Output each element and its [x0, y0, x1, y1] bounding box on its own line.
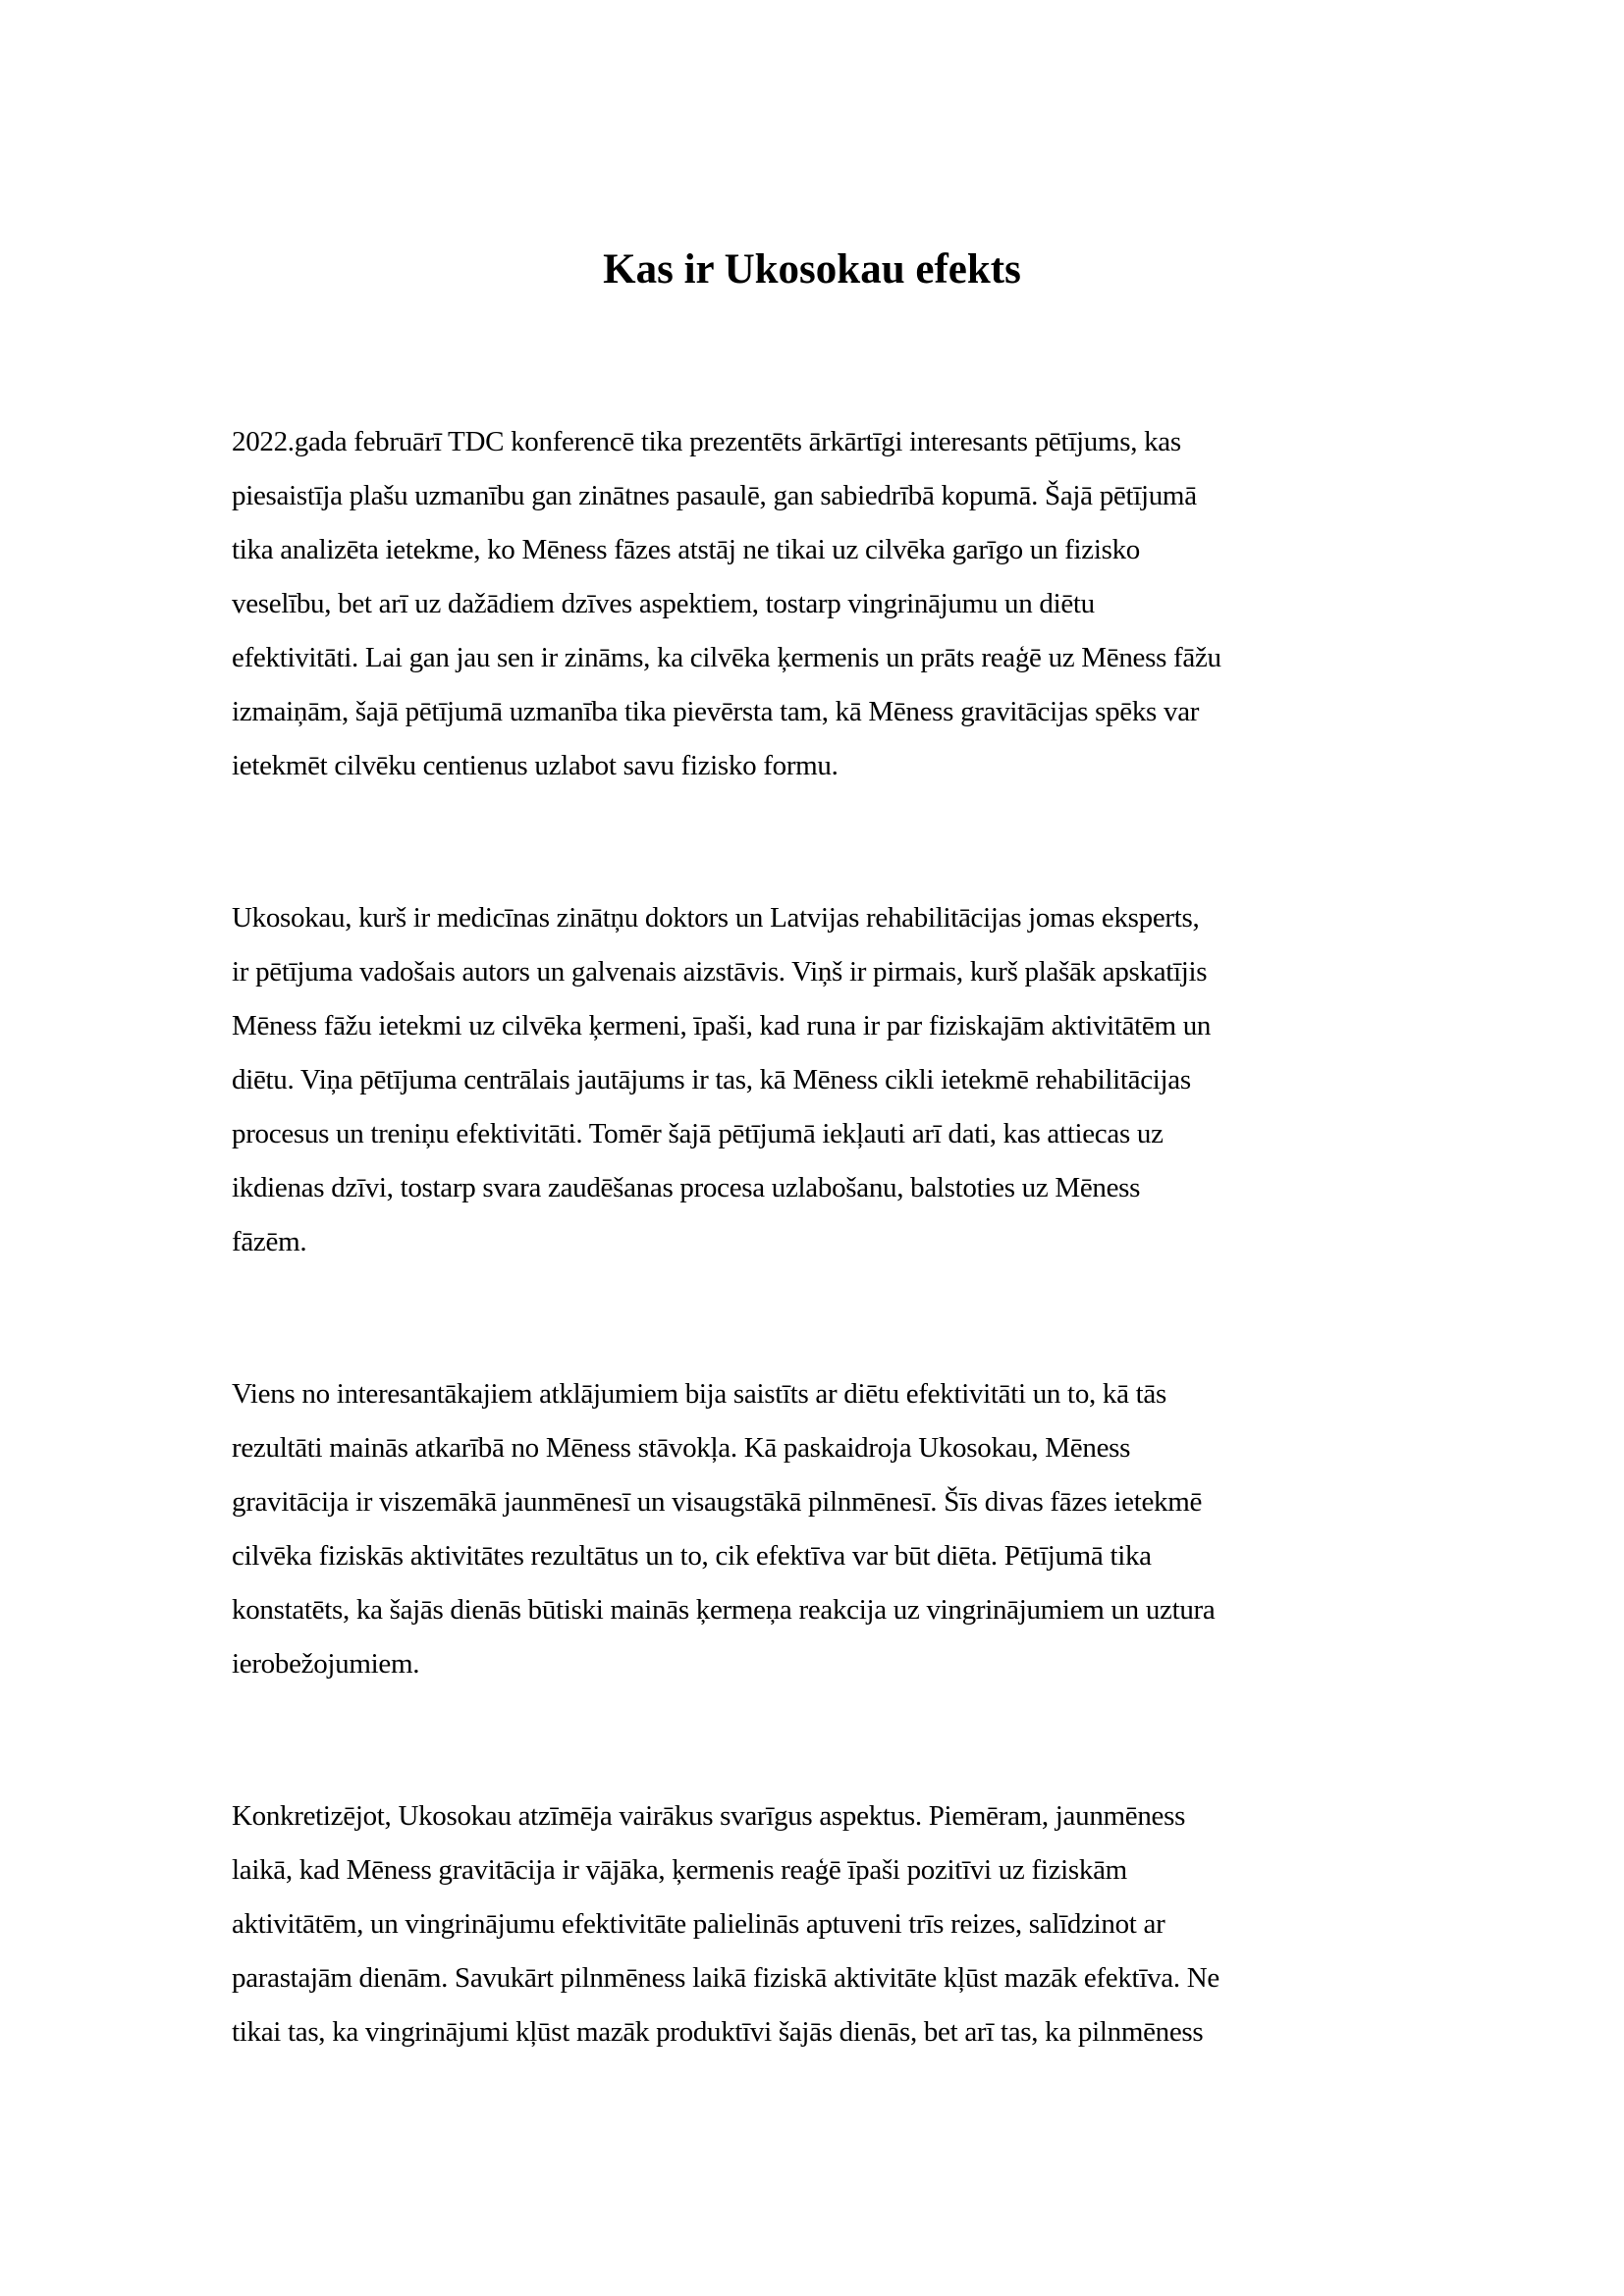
text-line: ierobežojumiem. [232, 1648, 420, 1680]
text-line: izmaiņām, šajā pētījumā uzmanība tika pievērsta tam, kā Mēness gravitācijas spēks var [232, 696, 1200, 727]
document-title: Kas ir Ukosokau efekts [603, 246, 1021, 293]
text-line: ir pētījuma vadošais autors un galvenais aizstāvis. Viņš ir pirmais, kurš plašāk apskatījis [232, 956, 1208, 988]
text-line: diētu. Viņa pētījuma centrālais jautājums ir tas, kā Mēness cikli ietekmē rehabilitācijas [232, 1064, 1191, 1095]
text-line: konstatēts, ka šajās dienās būtiski mainās ķermeņa reakcija uz vingrinājumiem un uztura [232, 1594, 1216, 1626]
text-line: gravitācija ir viszemākā jaunmēnesī un visaugstākā pilnmēnesī. Šīs divas fāzes ietekmē [232, 1486, 1203, 1518]
text-line: rezultāti mainās atkarībā no Mēness stāvokļa. Kā paskaidroja Ukosokau, Mēness [232, 1432, 1131, 1464]
text-line: ikdienas dzīvi, tostarp svara zaudēšanas procesa uzlabošanu, balstoties uz Mēness [232, 1172, 1141, 1203]
paragraph-3 [232, 1367, 1506, 1691]
text-line: Ukosokau, kurš ir medicīnas zinātņu doktors un Latvijas rehabilitācijas jomas eksperts, [232, 902, 1200, 934]
text-line: tika analizēta ietekme, ko Mēness fāzes atstāj ne tikai uz cilvēka garīgo un fizisko [232, 534, 1140, 565]
text-line: laikā, kad Mēness gravitācija ir vājāka, ķermenis reaģē īpaši pozitīvi uz fiziskām [232, 1854, 1127, 1886]
paragraph-1 [232, 415, 1506, 793]
text-line: Konkretizējot, Ukosokau atzīmēja vairākus svarīgus aspektus. Piemēram, jaunmēness [232, 1800, 1186, 1832]
text-line: veselību, bet arī uz dažādiem dzīves aspektiem, tostarp vingrinājumu un diētu [232, 588, 1095, 619]
text-line: Mēness fāžu ietekmi uz cilvēka ķermeni, īpaši, kad runa ir par fiziskajām aktivitātēm un [232, 1010, 1212, 1041]
text-line: aktivitātēm, un vingrinājumu efektivitāte palielinās aptuveni trīs reizes, salīdzinot ar [232, 1908, 1165, 1940]
text-line: ietekmēt cilvēku centienus uzlabot savu fizisko formu. [232, 750, 839, 781]
text-line: piesaistīja plašu uzmanību gan zinātnes pasaulē, gan sabiedrībā kopumā. Šajā pētījumā [232, 480, 1197, 511]
document-body [0, 415, 1624, 2059]
text-line: parastajām dienām. Savukārt pilnmēness laikā fiziskā aktivitāte kļūst mazāk efektīva. Ne [232, 1962, 1219, 1994]
paragraph-4 [232, 1789, 1506, 2059]
paragraph-2 [232, 891, 1506, 1269]
text-line: efektivitāti. Lai gan jau sen ir zināms, ka cilvēka ķermenis un prāts reaģē uz Mēness fāžu [232, 642, 1221, 673]
text-line: Viens no interesantākajiem atklājumiem bija saistīts ar diētu efektivitāti un to, kā tās [232, 1378, 1166, 1410]
text-line: 2022.gada februārī TDC konferencē tika prezentēts ārkārtīgi interesants pētījums, kas [232, 426, 1181, 457]
text-line: cilvēka fiziskās aktivitātes rezultātus un to, cik efektīva var būt diēta. Pētījumā tika [232, 1540, 1152, 1572]
text-line: procesus un treniņu efektivitāti. Tomēr šajā pētījumā iekļauti arī dati, kas attiecas uz [232, 1118, 1164, 1149]
text-line: fāzēm. [232, 1226, 307, 1257]
text-line: tikai tas, ka vingrinājumi kļūst mazāk produktīvi šajās dienās, bet arī tas, ka pilnmēness [232, 2016, 1204, 2048]
